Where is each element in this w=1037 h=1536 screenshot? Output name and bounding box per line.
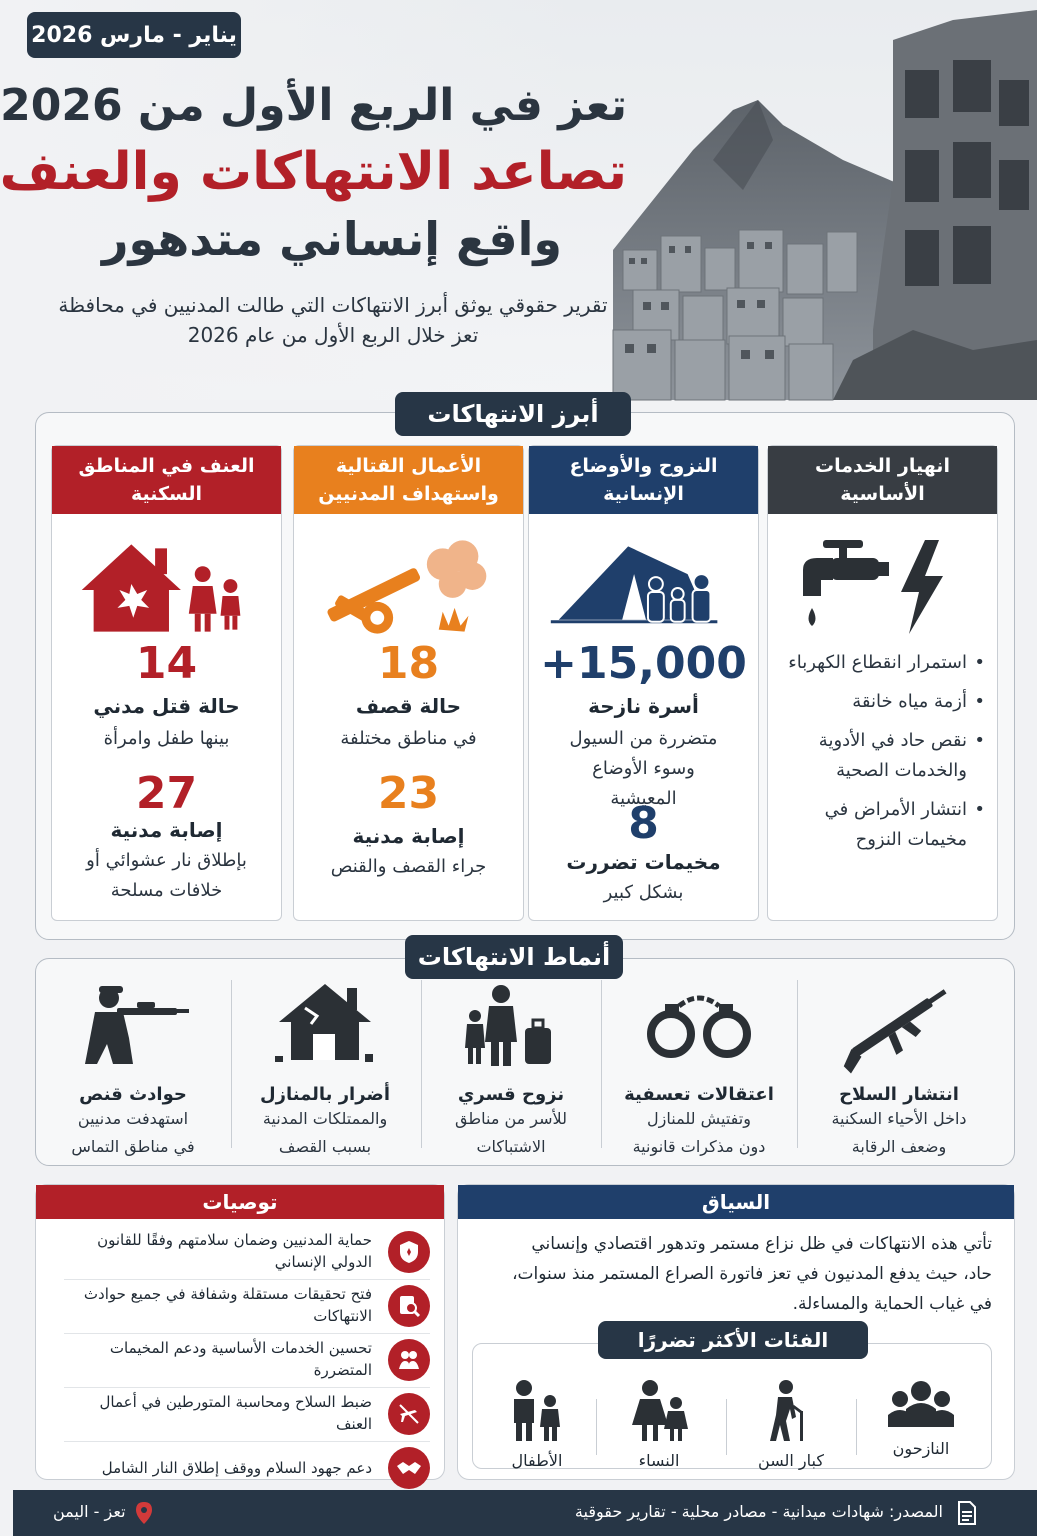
displaced-family-icon [451,978,571,1068]
group-label: كبار السن [758,1451,824,1470]
title-line-3: واقع إنساني متدهور [102,212,562,266]
pattern-forced-displacement [421,978,601,1158]
report-subtitle: تقرير حقوقي يوثق أبرز الانتهاكات التي طالت المدنيين في محافظة تعز خلال الربع الأول من عام 2026 [58,293,608,347]
divider [421,980,422,1148]
services-header: انهيار الخدمات الأساسية [768,446,997,514]
divider [601,980,602,1148]
recommendation-item [64,1283,430,1331]
handcuffs-icon [639,978,759,1068]
recommendation-item [64,1229,430,1277]
shelling-note: في مناطق مختلفة [340,728,477,749]
divider [797,980,798,1148]
divider [64,1387,430,1388]
services-bullets [779,648,987,864]
pattern-desc: استهدفت مدنيين [77,1109,189,1128]
pattern-desc: في مناطق التماس [71,1137,195,1156]
no-weapons-icon [388,1393,430,1435]
displaced-families-count: +15,000 [540,638,747,689]
shelling-injuries-count: 23 [377,768,440,819]
pattern-desc: للأسر من مناطق [455,1109,567,1128]
pattern-home-damage [235,978,415,1158]
recommendation-text: فتح تحقيقات مستقلة وشفافة في جميع حوادث الانتهاكات [83,1285,372,1325]
group-label: النازحون [892,1439,950,1458]
recommendation-item [64,1445,430,1493]
elderly-icon [756,1379,826,1443]
displaced-group-icon [886,1379,956,1431]
title-line-2: تصاعد الانتهاكات والعنف [0,142,627,202]
civilian-killings-label: حالة قتل مدني [93,694,240,718]
shelling-injuries-note: جراء القصف والقنص [330,856,487,877]
pattern-title: أضرار بالمنازل [260,1084,390,1105]
pattern-title: حوادث قنص [79,1084,187,1105]
group-label: النساء [638,1451,680,1470]
divider [726,1399,727,1455]
residential-violence-column [51,445,282,921]
pattern-desc: بسبب القصف [278,1137,372,1156]
pattern-detentions [609,978,789,1158]
damaged-camps-label: مخيمات تضررت [566,850,721,874]
services-bullet: • نقص حاد في الأدوية والخدمات الصحية [779,726,987,786]
displacement-header: النزوح والأوضاع الإنسانية [529,446,758,514]
handshake-icon [388,1447,430,1489]
shield-icon [388,1231,430,1273]
damaged-camps-note: بشكل كبير [603,882,684,903]
shelling-count: 18 [377,638,440,689]
group-displaced [866,1379,976,1458]
divider [856,1399,857,1455]
sniper-icon [73,978,193,1068]
pattern-desc: وضعف الرقابة [851,1137,947,1156]
context-panel [457,1184,1015,1480]
divider [64,1279,430,1280]
recommendation-text: تحسين الخدمات الأساسية ودعم المخيمات المتضررة [109,1339,372,1379]
residential-violence-header: العنف في المناطق السكنية [52,446,281,514]
divider [64,1441,430,1442]
services-bullet: • انتشار الأمراض في مخيمات النزوح [779,795,987,855]
divider [231,980,232,1148]
civilian-injuries-note: بإطلاق نار عشوائي أو خلافات مسلحة [86,850,247,901]
recommendations-title: توصيات [36,1185,444,1219]
investigation-icon [388,1285,430,1327]
footer [13,1490,1037,1536]
group-women [604,1379,714,1470]
hostilities-column [293,445,524,921]
recommendation-item [64,1337,430,1385]
pattern-title: انتشار السلاح [839,1084,959,1105]
recommendation-text: دعم جهود السلام ووقف إطلاق النار الشامل [101,1459,372,1477]
document-icon [957,1501,977,1525]
patterns-title: أنماط الانتهاكات [405,935,623,979]
date-range-badge: يناير - مارس 2026 [27,12,241,58]
recommendation-text: حماية المدنيين وضمان سلامتهم وفقًا للقانون الدولي الإنساني [97,1231,372,1271]
pattern-desc: داخل الأحياء السكنية [831,1109,967,1128]
hostilities-header: الأعمال القتالية واستهداف المدنيين [294,446,523,514]
pattern-desc: والممتلكات المدنية [262,1109,388,1128]
rifle-icon [839,978,959,1068]
shelling-injuries-label: إصابة مدنية [352,824,465,848]
context-title: السياق [458,1185,1014,1219]
pattern-desc: الاشتباكات [476,1137,546,1156]
group-label: الأطفال [511,1451,563,1470]
recommendations-panel [35,1184,445,1480]
recommendation-item [64,1391,430,1439]
water-tap-icon [793,530,973,640]
displaced-families-label: أسرة نازحة [588,694,699,718]
support-icon [388,1339,430,1381]
civilian-killings-note: بينها طفل وامرأة [103,728,230,749]
displacement-column [528,445,759,921]
pattern-desc: دون مذكرات قانونية [632,1137,766,1156]
women-icon [624,1379,694,1443]
damaged-camps-count: 8 [628,798,659,849]
pattern-sniping [43,978,223,1158]
divider [64,1333,430,1334]
recommendation-text: ضبط السلاح ومحاسبة المتورطين في أعمال العنف [99,1393,372,1433]
divider [596,1399,597,1455]
title-line-1: تعز في الربع الأول من 2026 [0,80,627,131]
footer-source: المصدر: شهادات ميدانية - مصادر محلية - تقارير حقوقية [574,1502,943,1521]
pattern-weapons [809,978,989,1158]
shelling-label: حالة قصف [355,694,462,718]
children-icon [502,1379,572,1443]
civilian-injuries-count: 27 [135,768,198,819]
hero-header [0,0,1037,400]
footer-location: تعز - اليمن [53,1502,126,1521]
tent-family-icon [529,534,758,644]
damaged-home-icon [265,978,385,1068]
key-violations-title: أبرز الانتهاكات [395,392,631,436]
group-elderly [736,1379,846,1470]
group-children [482,1379,592,1470]
civilian-killings-count: 14 [135,638,198,689]
services-bullet: • أزمة مياه خانقة [779,687,987,717]
displaced-families-note: متضررة من السيول وسوء الأوضاع المعيشية [569,728,718,809]
affected-groups-title: الفئات الأكثر تضررًا [598,1321,868,1359]
location-pin-icon [135,1501,153,1525]
pattern-title: نزوح قسري [457,1084,565,1105]
civilian-injuries-label: إصابة مدنية [110,818,223,842]
pattern-title: اعتقالات تعسفية [624,1084,774,1105]
artillery-icon [294,534,523,644]
services-bullet: • استمرار انقطاع الكهرباء [779,648,987,678]
context-text: تأتي هذه الانتهاكات في ظل نزاع مستمر وتدهور اقتصادي وإنساني حاد، حيث يدفع المدنيون في تعز فاتورة الصراع المستمر منذ سنوات، في غياب الحماية والمساءلة. [512,1234,992,1314]
pattern-desc: وتفتيش للمنازل [647,1109,751,1128]
lightning-icon [901,540,943,634]
damaged-house-icon [52,534,281,644]
